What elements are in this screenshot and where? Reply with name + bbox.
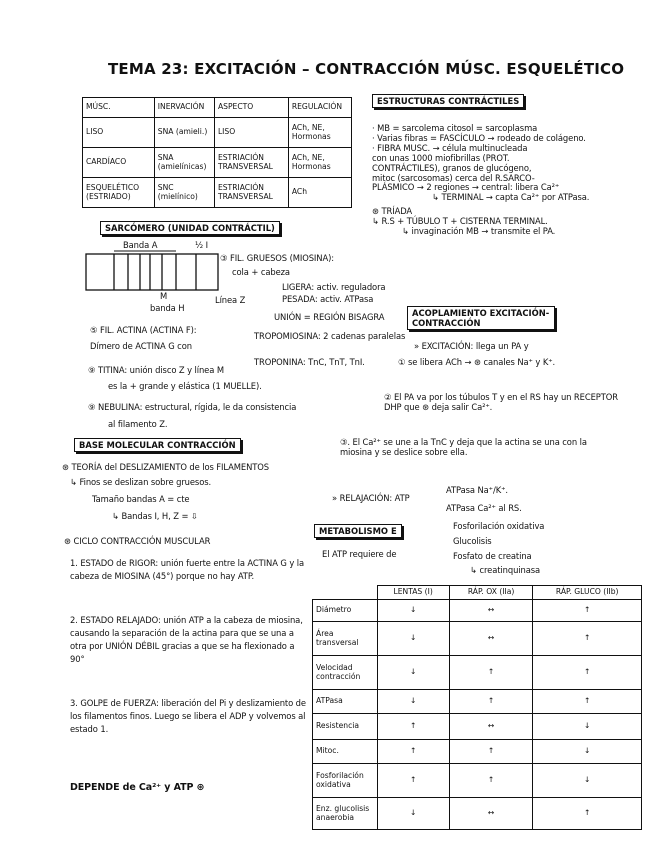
metab-opt: Glucolisis [453,536,492,546]
table-cell: ↑ [449,690,533,714]
page-title: TEMA 23: EXCITACIÓN – CONTRACCIÓN MÚSC. ESQUELÉTICO [108,60,625,78]
table-cell: ↔ [449,714,533,740]
table-header: RÁP. OX (IIa) [449,586,533,600]
teoria-line: ⊛ TEORÍA del DESLIZAMIENTO de los FILAMENTOS [62,462,269,472]
bandas-line: ↳ Bandas I, H, Z = ⇩ [112,511,198,521]
table-cell: ↑ [533,622,642,656]
finos-line: ↳ Finos se deslizan sobre gruesos. [70,477,212,487]
note-line: · FIBRA MUSC. → célula multinucleada [372,142,528,153]
sarcomere-diagram [84,250,222,300]
note-line: ↳ R.S + TÚBULO T + CISTERNA TERMINAL. [372,216,548,227]
note-line: CONTRÁCTILES), granos de glucógeno, [372,162,532,173]
tamano-line: Tamaño bandas A = cte [92,494,190,504]
union-bisagra: UNIÓN = REGIÓN BISAGRA [274,312,385,322]
table-cell: ↓ [533,764,642,798]
relajacion-line: » RELAJACIÓN: ATP [332,493,410,503]
excitacion-line: » EXCITACIÓN: llega un PA y [414,341,529,351]
table-cell: LISO [83,118,155,148]
relajacion-atpasa-na: ATPasa Na⁺/K⁺. [446,485,508,495]
table-header: ASPECTO [214,98,288,118]
table-header: RÁP. GLUCO (IIb) [533,586,642,600]
metab-opt: Fosfato de creatina [453,551,532,561]
table-cell: CARDÍACO [83,148,155,178]
table-header: LENTAS (I) [377,586,449,600]
table-cell: ACh [288,178,351,208]
table-cell: ↑ [449,740,533,764]
acoplamiento-header: ACOPLAMIENTO EXCITACIÓN-CONTRACCIÓN [407,306,555,330]
table-cell: ESTRIACIÓN TRANSVERSAL [214,178,288,208]
excitacion-step3: ③. El Ca²⁺ se une a la TnC y deja que la actina se una con la miosina y se deslice sobre ella. [340,437,587,457]
table-cell: ↓ [533,714,642,740]
banda-a-label: Banda A [123,240,158,250]
note-line: · Varias fibras = FASCÍCULO → rodeado de colágeno. [372,132,586,143]
table-cell: SNA (amieli.) [154,118,214,148]
atp-requiere: El ATP requiere de [322,549,397,559]
table-cell: ↓ [377,690,449,714]
note-line: ⊛ TRÍADA [372,206,413,217]
excitacion-step1: ① se libera ACh → ⊛ canales Na⁺ y K⁺. [398,357,556,367]
step-relajado: 2. ESTADO RELAJADO: unión ATP a la cabeza de miosina, causando la separación de la actina para que se una a otra por UNIÓN DÉBIL gracias a que se ha flexionado a 90° [70,615,303,665]
fil-actina: ⑤ FIL. ACTINA (ACTINA F): [90,325,197,335]
table-cell: Resistencia [313,714,378,740]
table-cell: ↑ [533,656,642,690]
dimero-actina: Dímero de ACTINA G con [90,341,192,351]
m-line-label: M [160,291,168,301]
table-cell: ATPasa [313,690,378,714]
relajacion-atpasa-ca: ATPasa Ca²⁺ al RS. [446,503,522,513]
ligera: LIGERA: activ. reguladora [282,282,386,292]
table-cell: ↔ [449,798,533,830]
table-header: INERVACIÓN [154,98,214,118]
table-cell: ↑ [449,764,533,798]
cola-cabeza: cola + cabeza [232,267,290,277]
note-line: ↳ invaginación MB → transmite el PA. [402,226,556,237]
table-cell: ↓ [533,740,642,764]
note-line: con unas 1000 miofibrillas (PROT. [372,152,510,163]
note-line: PLÁSMICO → 2 regiones → central: libera Ca²⁺ [372,182,560,193]
table-cell: ↔ [449,622,533,656]
table-cell: ↑ [377,714,449,740]
fiber-type-table [312,585,642,830]
troponina: TROPONINA: TnC, TnT, TnI. [254,357,365,367]
tropomiosina: TROPOMIOSINA: 2 cadenas paralelas [254,331,406,341]
table-cell: ESQUELÉTICO (ESTRIADO) [83,178,155,208]
step-golpe-fuerza: 3. GOLPE de FUERZA: liberación del Pi y deslizamiento de los filamentos finos. Luego se libera el ADP y volvemos al estado 1. [70,698,306,735]
table-cell: ↑ [533,798,642,830]
banda-h-label: banda H [150,303,185,313]
table-cell: ↑ [533,600,642,622]
table-cell: ↓ [377,600,449,622]
table-cell: ACh, NE, Hormonas [288,148,351,178]
fil-gruesos: ③ FIL. GRUESOS (MIOSINA): [220,253,334,263]
table-header: REGULACIÓN [288,98,351,118]
titina-line2: es la + grande y elástica (1 MUELLE). [108,381,262,391]
note-line: mitoc (sarcosomas) cerca del R.SARCO- [372,172,535,183]
linea-z-label: Línea Z [215,295,246,305]
muscle-type-table [82,97,352,208]
estructuras-header: ESTRUCTURAS CONTRÁCTILES [372,94,524,108]
table-header [313,586,378,600]
table-header: MÚSC. [83,98,155,118]
note-line: ↳ TERMINAL → capta Ca²⁺ por ATPasa. [432,192,590,203]
table-cell: ↔ [449,600,533,622]
step-rigor: 1. ESTADO de RIGOR: unión fuerte entre la ACTINA G y la cabeza de MIOSINA (45°) porque no hay ATP. [70,558,305,582]
metab-opt: ↳ creatinquinasa [470,565,541,575]
table-cell: ↑ [377,764,449,798]
sarcomero-header: SARCÓMERO (UNIDAD CONTRÁCTIL) [100,221,280,235]
titina-line1: ⑨ TITINA: unión disco Z y línea M [88,365,224,375]
table-cell: LISO [214,118,288,148]
excitacion-step2: ② El PA va por los túbulos T y en el RS hay un RECEPTOR DHP que ⊛ deja salir Ca²⁺. [384,392,618,412]
table-cell: Velocidad contracción [313,656,378,690]
nebulina-line1: ⑨ NEBULINA: estructural, rígida, le da consistencia [88,402,297,412]
table-cell: ↑ [449,656,533,690]
table-cell: ↑ [377,740,449,764]
table-cell: SNA (amielínicas) [154,148,214,178]
estructuras-notes [372,124,622,237]
table-cell: ↓ [377,798,449,830]
table-cell: Fosforilación oxidativa [313,764,378,798]
table-cell: ESTRIACIÓN TRANSVERSAL [214,148,288,178]
pesada: PESADA: activ. ATPasa [282,294,374,304]
base-molecular-header: BASE MOLECULAR CONTRACCIÓN [74,438,241,452]
table-cell: SNC (mielínico) [154,178,214,208]
note-line: · MB = sarcolema citosol = sarcoplasma [372,123,538,133]
metab-opt: Fosforilación oxidativa [453,521,545,531]
table-cell: Diámetro [313,600,378,622]
table-cell: ACh, NE, Hormonas [288,118,351,148]
depende-line: DEPENDE de Ca²⁺ y ATP ⊛ [70,782,205,793]
table-cell: Mitoc. [313,740,378,764]
half-i-label: ½ I [195,240,208,250]
table-cell: Área transversal [313,622,378,656]
table-cell: ↓ [377,656,449,690]
ciclo-line: ⊛ CICLO CONTRACCIÓN MUSCULAR [64,536,211,546]
metabolismo-header: METABOLISMO E [314,524,402,538]
table-cell: Enz. glucolisis anaerobia [313,798,378,830]
table-cell: ↑ [533,690,642,714]
table-cell: ↓ [377,622,449,656]
nebulina-line2: al filamento Z. [108,419,168,429]
